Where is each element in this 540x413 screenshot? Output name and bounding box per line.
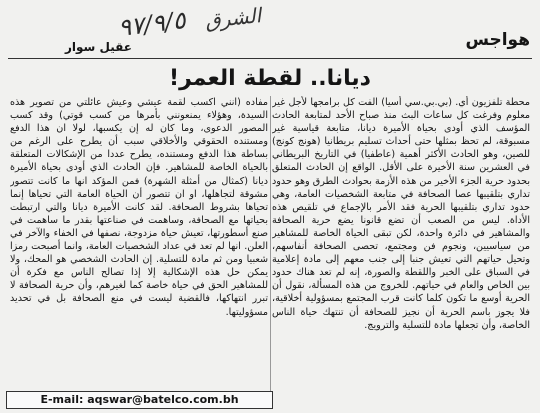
- article-headline: ديانا.. لقطة العمر!: [169, 66, 371, 91]
- article-text-left-column: مفاده (انني اكسب لقمة عيشي وعيش عائلتي من تصوير هذه السيدة، وهؤلاء يمنعونني بأمرها من كسب قوتي) وقد كسب المصور الدعوى، وما كان له إن يكسبها، لولا ان هذا الدفع ومستنده الحقوقي والأخلاقي سبب أن يطرح على الرغم من بساطة هذا الدفع ومستنده، يطرح عددا من الإشكالات المتعلقة بالحياة الخاصة للمشاهير. فإن الحادث الذي أودى بحياة الأميرة ديانا (كمثال من أمثلة الشهرة) فمن المؤكد انها ما كانت تتصور مشوقة لتجاهلها، او ان تتصور أن الحياة العامة التي تحياها إنما تحياها بشروط الصحافة. لقد كانت الأميرة ديانا والتي ارتبطت بحياتها مع الصحافة، وساهمت في صناعتها بقدر ما ساهمت في صنع أسطورتها، تعيش حياة مزدوجة، نصفها في الخفاء والآخر في العلن. انها لم تعد في عداد الشخصيات العامة، وانما أصبحت رمزا شعبيا ومن ثم مادة للتسلية. إن الحادث الشخصي هو المحك، ولا يمكن حل هذه الإشكالية إلا إذا تصالح الناس مع فكرة أن للمشاهير الحق في حياة خاصة كما لغيرهم، وأن حرية الصحافة لا تبرر انتهاكها، فالقضية ليست في منع الصحافة بل في تحديد مسؤوليتها.: [10, 97, 268, 318]
- article-text-right-column: محطة تلفزيون أي. (بي.بي.سي أسيا) الفت كل برامجها لأجل غير معلوم وفرغت كل ساعات البث منذ صباح الأحد لمتابعة الحادث المؤسف الذي أودى بحياة الأميرة ديانا، متابعة قياسية غير مسبوقة، لم تحظ بمثلها حتى أحداث تسليم بريطانيا (هونج كونج) للصين، وهو الحادث الأكثر أهمية (عاطفيا) في التاريخ البريطاني في العشرين سنة الأخيرة على الأقل. الواقع إن الحادث المتعلق بحدود حرية الجزء الأخير من هذه الأزمة بحوادث الطرق وهو حدود تداري بتلقيبها عصا الصحافة في متابعة الشخصيات العامة، وهي حدود تداري بتلقيبها الحرية فقد الأمر بالإجماع في تلقيص هذه الأداة. ليس من الصعب أن تضع قانونا يضع حرية الصحافة والمشاهير في دائرة واحدة، لكن تبقى الحياة الخاصة للمشاهير من سياسيين، ونجوم فن ومجتمع، تحصى الصحافة أنفاسهم، وتحيل حياتهم التي تعيش جنبا إلى جنب معهم إلى مادة إعلامية في السباق على الخبر واللقطة والصورة، إنه لم تعد هناك حدود بين الخاص والعام في حياتهم. للخروج من هذه المسألة، نقول أن الحرية أوسع ما تكون كلما كانت قرب المجتمع بمسؤولية أخلاقية، فلا يجوز باسم الحرية أن نجيز للصحافة أن تنتهك حياة الناس الخاصة، وأن تجعلها مادة للتسلية والترويج.: [272, 97, 530, 331]
- column-header: [0, 0, 540, 58]
- author-name: عقيل سوار: [65, 40, 132, 54]
- author-email: E-mail: aqswar@batelco.com.bh: [6, 391, 273, 409]
- handwritten-source-note: الشرق: [203, 3, 263, 33]
- handwritten-date-note: ٩٧/٩/٥: [116, 5, 188, 43]
- column-title: هواجس: [465, 30, 530, 50]
- header-divider: [8, 58, 532, 59]
- column-divider: [270, 96, 271, 396]
